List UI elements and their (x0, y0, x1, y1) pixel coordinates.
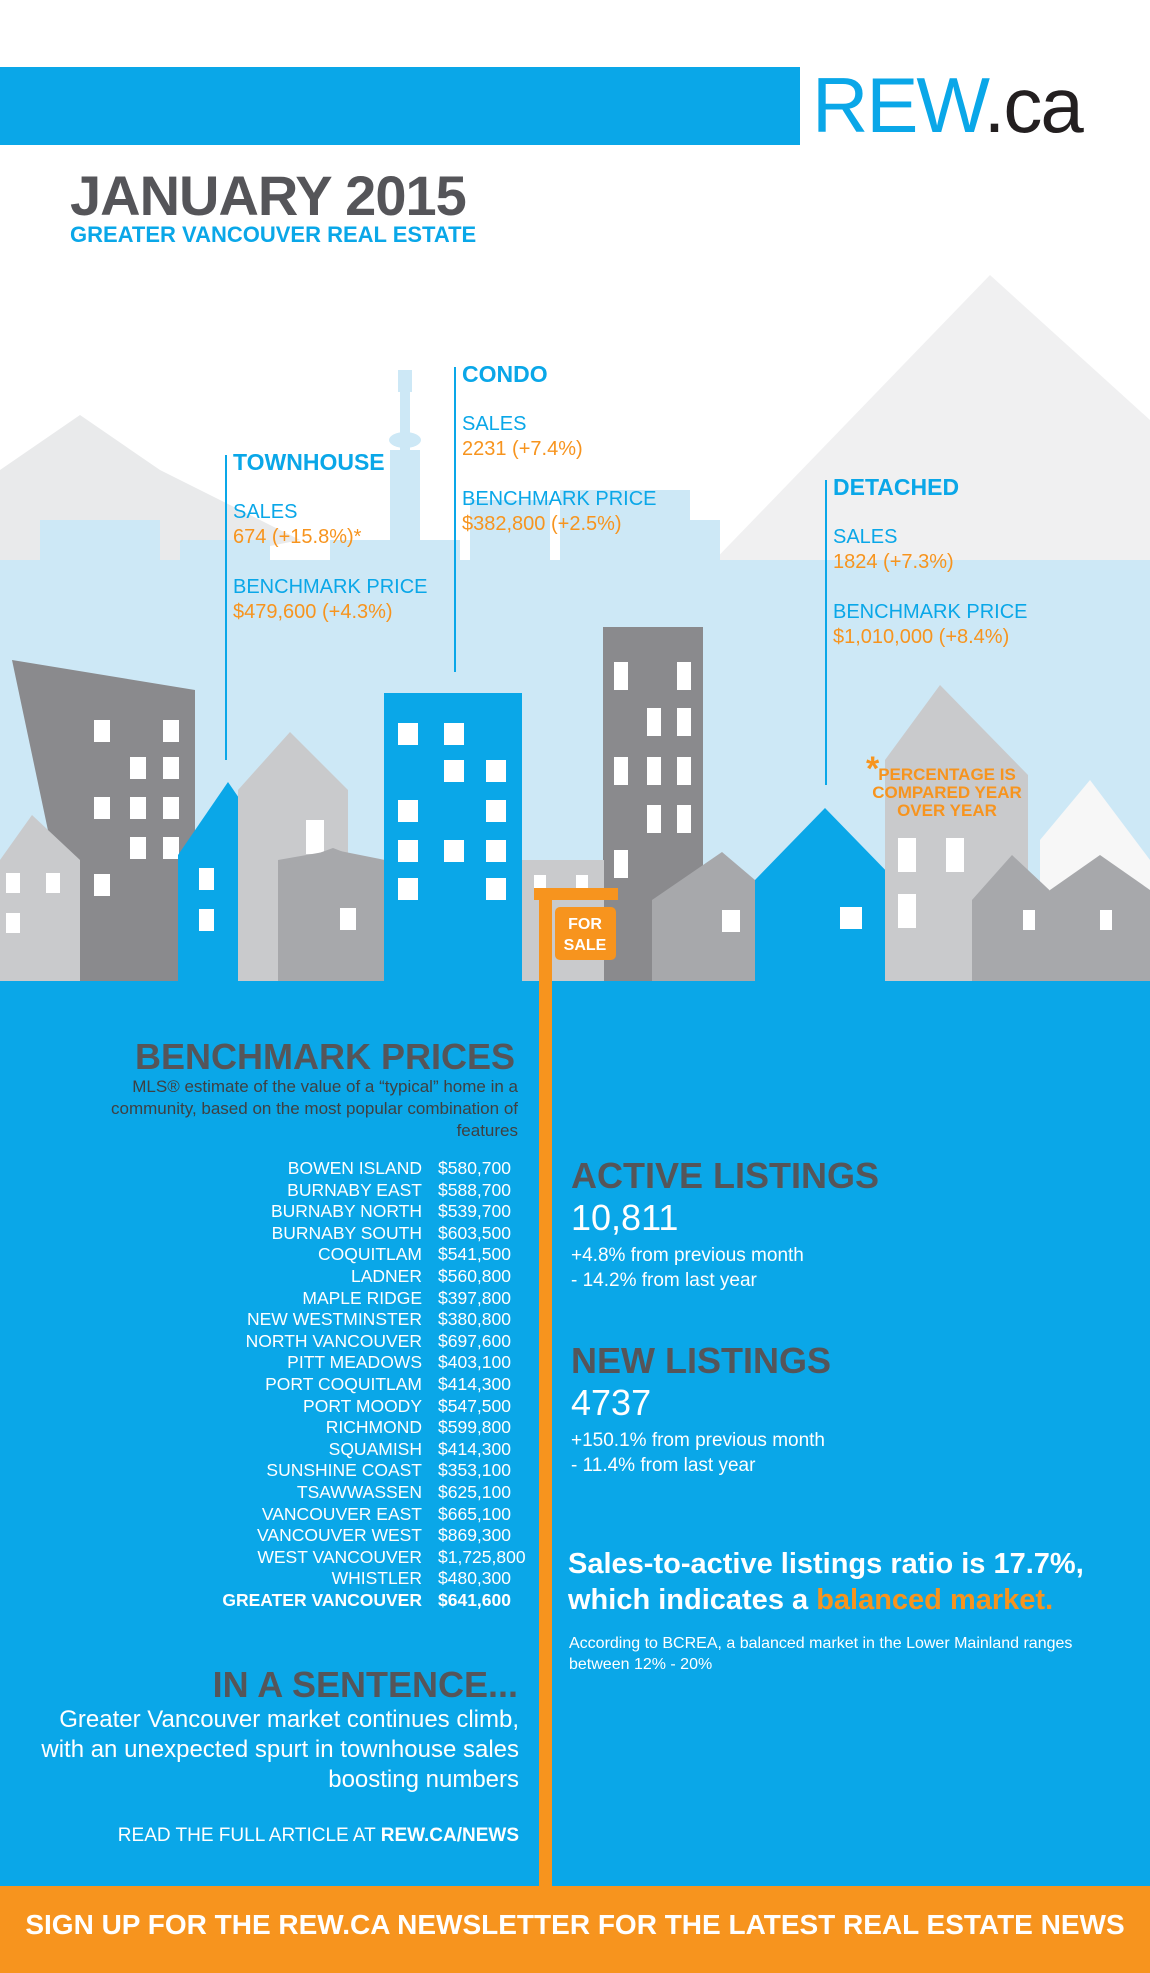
ratio-line2-prefix: which indicates a (568, 1584, 817, 1616)
list-item: VANCOUVER WEST $869,300 (257, 1525, 511, 1546)
condo-callout (462, 362, 656, 537)
list-item: VANCOUVER EAST $665,100 (261, 1503, 511, 1524)
logo-suffix: .ca (983, 61, 1082, 149)
condo-benchmark-value: $382,800 (+2.5%) (462, 513, 622, 535)
list-item: BURNABY SOUTH $603,500 (271, 1222, 511, 1243)
benchmark-description: MLS® estimate of the value of a “typical” home in a community, based on the most popular combination of features (111, 1077, 518, 1140)
rew-logo[interactable] (812, 61, 1082, 149)
benchmark-title: BENCHMARK PRICES (134, 1036, 515, 1077)
detached-benchmark-label: BENCHMARK PRICE (833, 601, 1028, 623)
ratio-line1: Sales-to-active listings ratio is 17.7%, (568, 1548, 1084, 1580)
list-item: BURNABY EAST $588,700 (287, 1179, 511, 1200)
active-listings-yoy: - 14.2% from last year (571, 1270, 757, 1291)
sign-line2: SALE (563, 937, 607, 954)
read-prefix: READ THE FULL ARTICLE AT (117, 1825, 381, 1846)
ratio-highlight: balanced market. (816, 1584, 1054, 1616)
new-listings-yoy: - 11.4% from last year (571, 1455, 756, 1476)
list-item: PITT MEADOWS $403,100 (287, 1352, 511, 1373)
list-item: LADNER $560,800 (351, 1265, 511, 1286)
townhouse-benchmark-value: $479,600 (+4.3%) (233, 601, 393, 623)
page-subtitle: GREATER VANCOUVER REAL ESTATE (70, 222, 477, 247)
read-more-line (118, 1825, 519, 1847)
condo-sales-value: 2231 (+7.4%) (462, 438, 583, 460)
asterisk-icon: * (866, 750, 880, 788)
detached-sales-label: SALES (833, 526, 898, 548)
condo-sales-label: SALES (462, 413, 527, 435)
list-item: COQUITLAM $541,500 (317, 1244, 511, 1265)
sentence-title: IN A SENTENCE... (212, 1664, 518, 1705)
read-article-link[interactable]: REW.CA/NEWS (380, 1825, 519, 1846)
new-listings-title: NEW LISTINGS (571, 1340, 831, 1381)
list-item: WHISTLER $480,300 (331, 1568, 511, 1589)
detached-heading: DETACHED (833, 474, 960, 500)
list-item: BOWEN ISLAND $580,700 (287, 1158, 511, 1178)
active-listings-block (571, 1155, 879, 1293)
sign-line1: FOR (568, 916, 602, 933)
sign-pole (539, 888, 552, 982)
page-title: JANUARY 2015 (70, 164, 466, 227)
logo-main: REW (812, 61, 984, 149)
benchmark-total-row: GREATER VANCOUVER $641,600 (222, 1589, 511, 1610)
benchmark-price-list (150, 1158, 526, 1611)
townhouse-sales-label: SALES (233, 501, 298, 523)
townhouse-callout (233, 450, 427, 625)
new-listings-mom: +150.1% from previous month (571, 1430, 825, 1451)
townhouse-benchmark-label: BENCHMARK PRICE (233, 576, 428, 598)
newsletter-cta[interactable]: SIGN UP FOR THE REW.CA NEWSLETTER FOR THE LATEST REAL ESTATE NEWS (25, 1909, 1125, 1940)
new-listings-value: 4737 (571, 1382, 652, 1423)
list-item: MAPLE RIDGE $397,800 (302, 1287, 511, 1308)
active-listings-mom: +4.8% from previous month (571, 1245, 804, 1266)
townhouse-sales-value: 674 (+15.8%)* (233, 526, 362, 548)
condo-benchmark-label: BENCHMARK PRICE (462, 488, 657, 510)
list-item: BURNABY NORTH $539,700 (270, 1201, 511, 1222)
ratio-note: According to BCREA, a balanced market in the Lower Mainland ranges between 12% - 20% (569, 1635, 1073, 1673)
list-item: RICHMOND $599,800 (325, 1417, 511, 1438)
list-item: TSAWWASSEN $625,100 (296, 1481, 511, 1502)
yoy-footnote (862, 750, 1032, 820)
list-item: NEW WESTMINSTER $380,800 (247, 1309, 511, 1330)
new-listings-block (571, 1340, 831, 1478)
sentence-body: Greater Vancouver market continues climb, with an unexpected spurt in townhouse sales boosting numbers (41, 1706, 519, 1793)
ratio-statement (568, 1546, 1108, 1618)
sign-pole-lower (539, 981, 552, 1886)
detached-benchmark-value: $1,010,000 (+8.4%) (833, 626, 1010, 648)
list-item: PORT MOODY $547,500 (303, 1395, 511, 1416)
active-listings-value: 10,811 (571, 1197, 679, 1238)
detached-callout (833, 475, 1027, 650)
active-listings-title: ACTIVE LISTINGS (571, 1155, 880, 1196)
detached-sales-value: 1824 (+7.3%) (833, 551, 954, 573)
list-item: NORTH VANCOUVER $697,600 (245, 1330, 511, 1351)
list-item: SQUAMISH $414,300 (328, 1438, 511, 1459)
list-item: WEST VANCOUVER $1,725,800 (257, 1546, 526, 1567)
condo-heading: CONDO (462, 361, 548, 387)
footnote-text: PERCENTAGE IS COMPARED YEAR OVER YEAR (872, 765, 1022, 820)
townhouse-heading: TOWNHOUSE (233, 449, 385, 475)
list-item: PORT COQUITLAM $414,300 (265, 1373, 511, 1394)
list-item: SUNSHINE COAST $353,100 (266, 1460, 511, 1481)
